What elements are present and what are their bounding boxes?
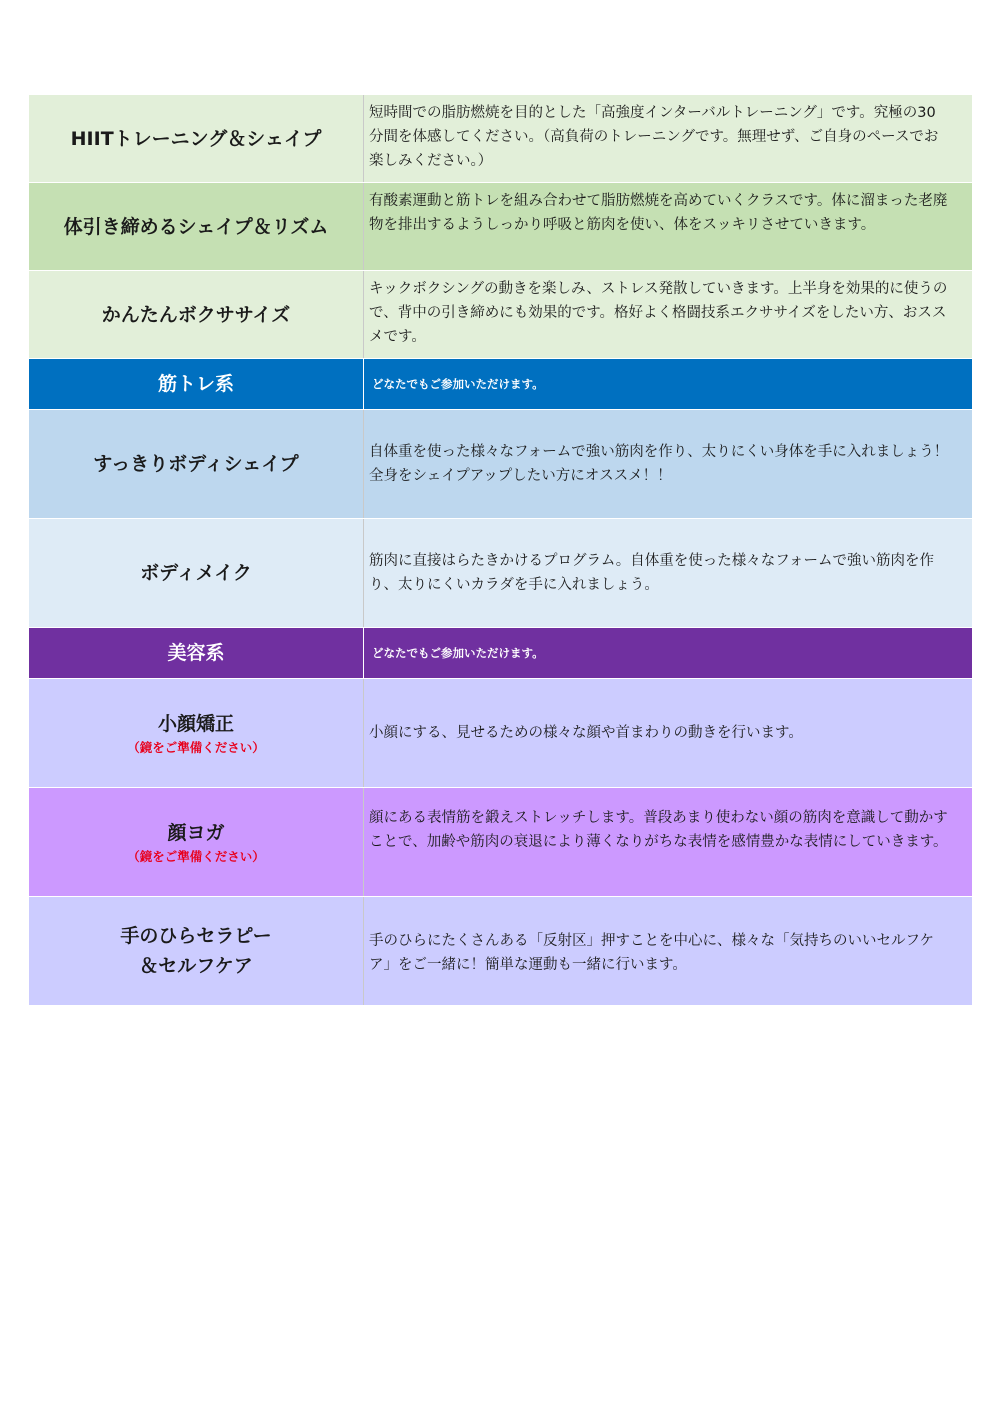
section-header-muscle <box>29 359 972 410</box>
class-name-text: 小顔矯正 <box>157 713 234 735</box>
table-row <box>29 95 972 183</box>
class-name-text: 顔ヨガ <box>167 822 225 844</box>
section-title <box>29 359 364 409</box>
class-name <box>29 519 364 627</box>
class-description: 有酸素運動と筋トレを組み合わせて脂肪燃焼を高めていくクラスです。体に溜まった老廃物を排出するようしっかり呼吸と筋肉を使い、体をスッキリさせていきます。 <box>369 193 948 233</box>
section-title <box>29 628 364 678</box>
table-row <box>29 897 972 1006</box>
class-description: 筋肉に直接はらたきかけるプログラム。自体重を使った様々なフォームで強い筋肉を作り、太りにくいカラダを手に入れましょう。 <box>369 553 935 593</box>
table-row <box>29 410 972 519</box>
class-description: 自体重を使った様々なフォームで強い筋肉を作り、太りにくい身体を手に入れましょう！全身をシェイプアップしたい方にオススメ！！ <box>369 444 949 484</box>
section-title-text: 筋トレ系 <box>157 373 234 395</box>
class-name-text: 手のひらセラピー <box>120 925 272 947</box>
class-description: 顔にある表情筋を鍛えストレッチします。普段あまり使わない顔の筋肉を意識して動かすことで、加齢や筋肉の衰退により薄くなりがちな表情を感情豊かな表情にしていきます。 <box>369 810 948 850</box>
class-name <box>29 788 364 896</box>
class-name <box>29 95 364 182</box>
class-name-text: HIITトレーニング＆シェイプ <box>70 127 322 150</box>
section-note: どなたでもご参加いただけます。 <box>372 377 544 391</box>
class-name-text: かんたんボクササイズ <box>101 303 291 326</box>
class-name <box>29 410 364 518</box>
class-name <box>29 897 364 1005</box>
class-name <box>29 679 364 787</box>
table-row <box>29 519 972 628</box>
class-table <box>29 95 972 1006</box>
class-name-text: 体引き締めるシェイプ＆リズム <box>63 215 329 238</box>
class-name <box>29 271 364 358</box>
section-title-text: 美容系 <box>167 642 225 664</box>
section-header-beauty <box>29 628 972 679</box>
mirror-note: （鏡をご準備ください） <box>127 849 265 864</box>
class-description: 小顔にする、見せるための様々な顔や首まわりの動きを行います。 <box>369 725 803 741</box>
table-row <box>29 271 972 359</box>
class-description: 短時間での脂肪燃焼を目的とした「高強度インターバルトレーニング」です。究極の30分間を体感してください。（高負荷のトレーニングです。無理せず、ご自身のペースでお楽しみください。） <box>369 105 939 169</box>
table-row <box>29 788 972 897</box>
section-note: どなたでもご参加いただけます。 <box>372 646 544 660</box>
class-description: 手のひらにたくさんある「反射区」押すことを中心に、様々な「気持ちのいいセルフケア」をご一緒に！簡単な運動も一緒に行います。 <box>369 933 935 973</box>
class-name-text: すっきりボディシェイプ <box>93 453 299 475</box>
class-name <box>29 183 364 270</box>
class-name-text: ＆セルフケア <box>139 955 253 977</box>
mirror-note: （鏡をご準備ください） <box>127 740 265 755</box>
class-description: キックボクシングの動きを楽しみ、ストレス発散していきます。上半身を効果的に使うので、背中の引き締めにも効果的です。格好よく格闘技系エクササイズをしたい方、おススメです。 <box>369 281 948 345</box>
class-name-text: ボディメイク <box>140 562 252 584</box>
table-row <box>29 183 972 271</box>
table-row <box>29 679 972 788</box>
